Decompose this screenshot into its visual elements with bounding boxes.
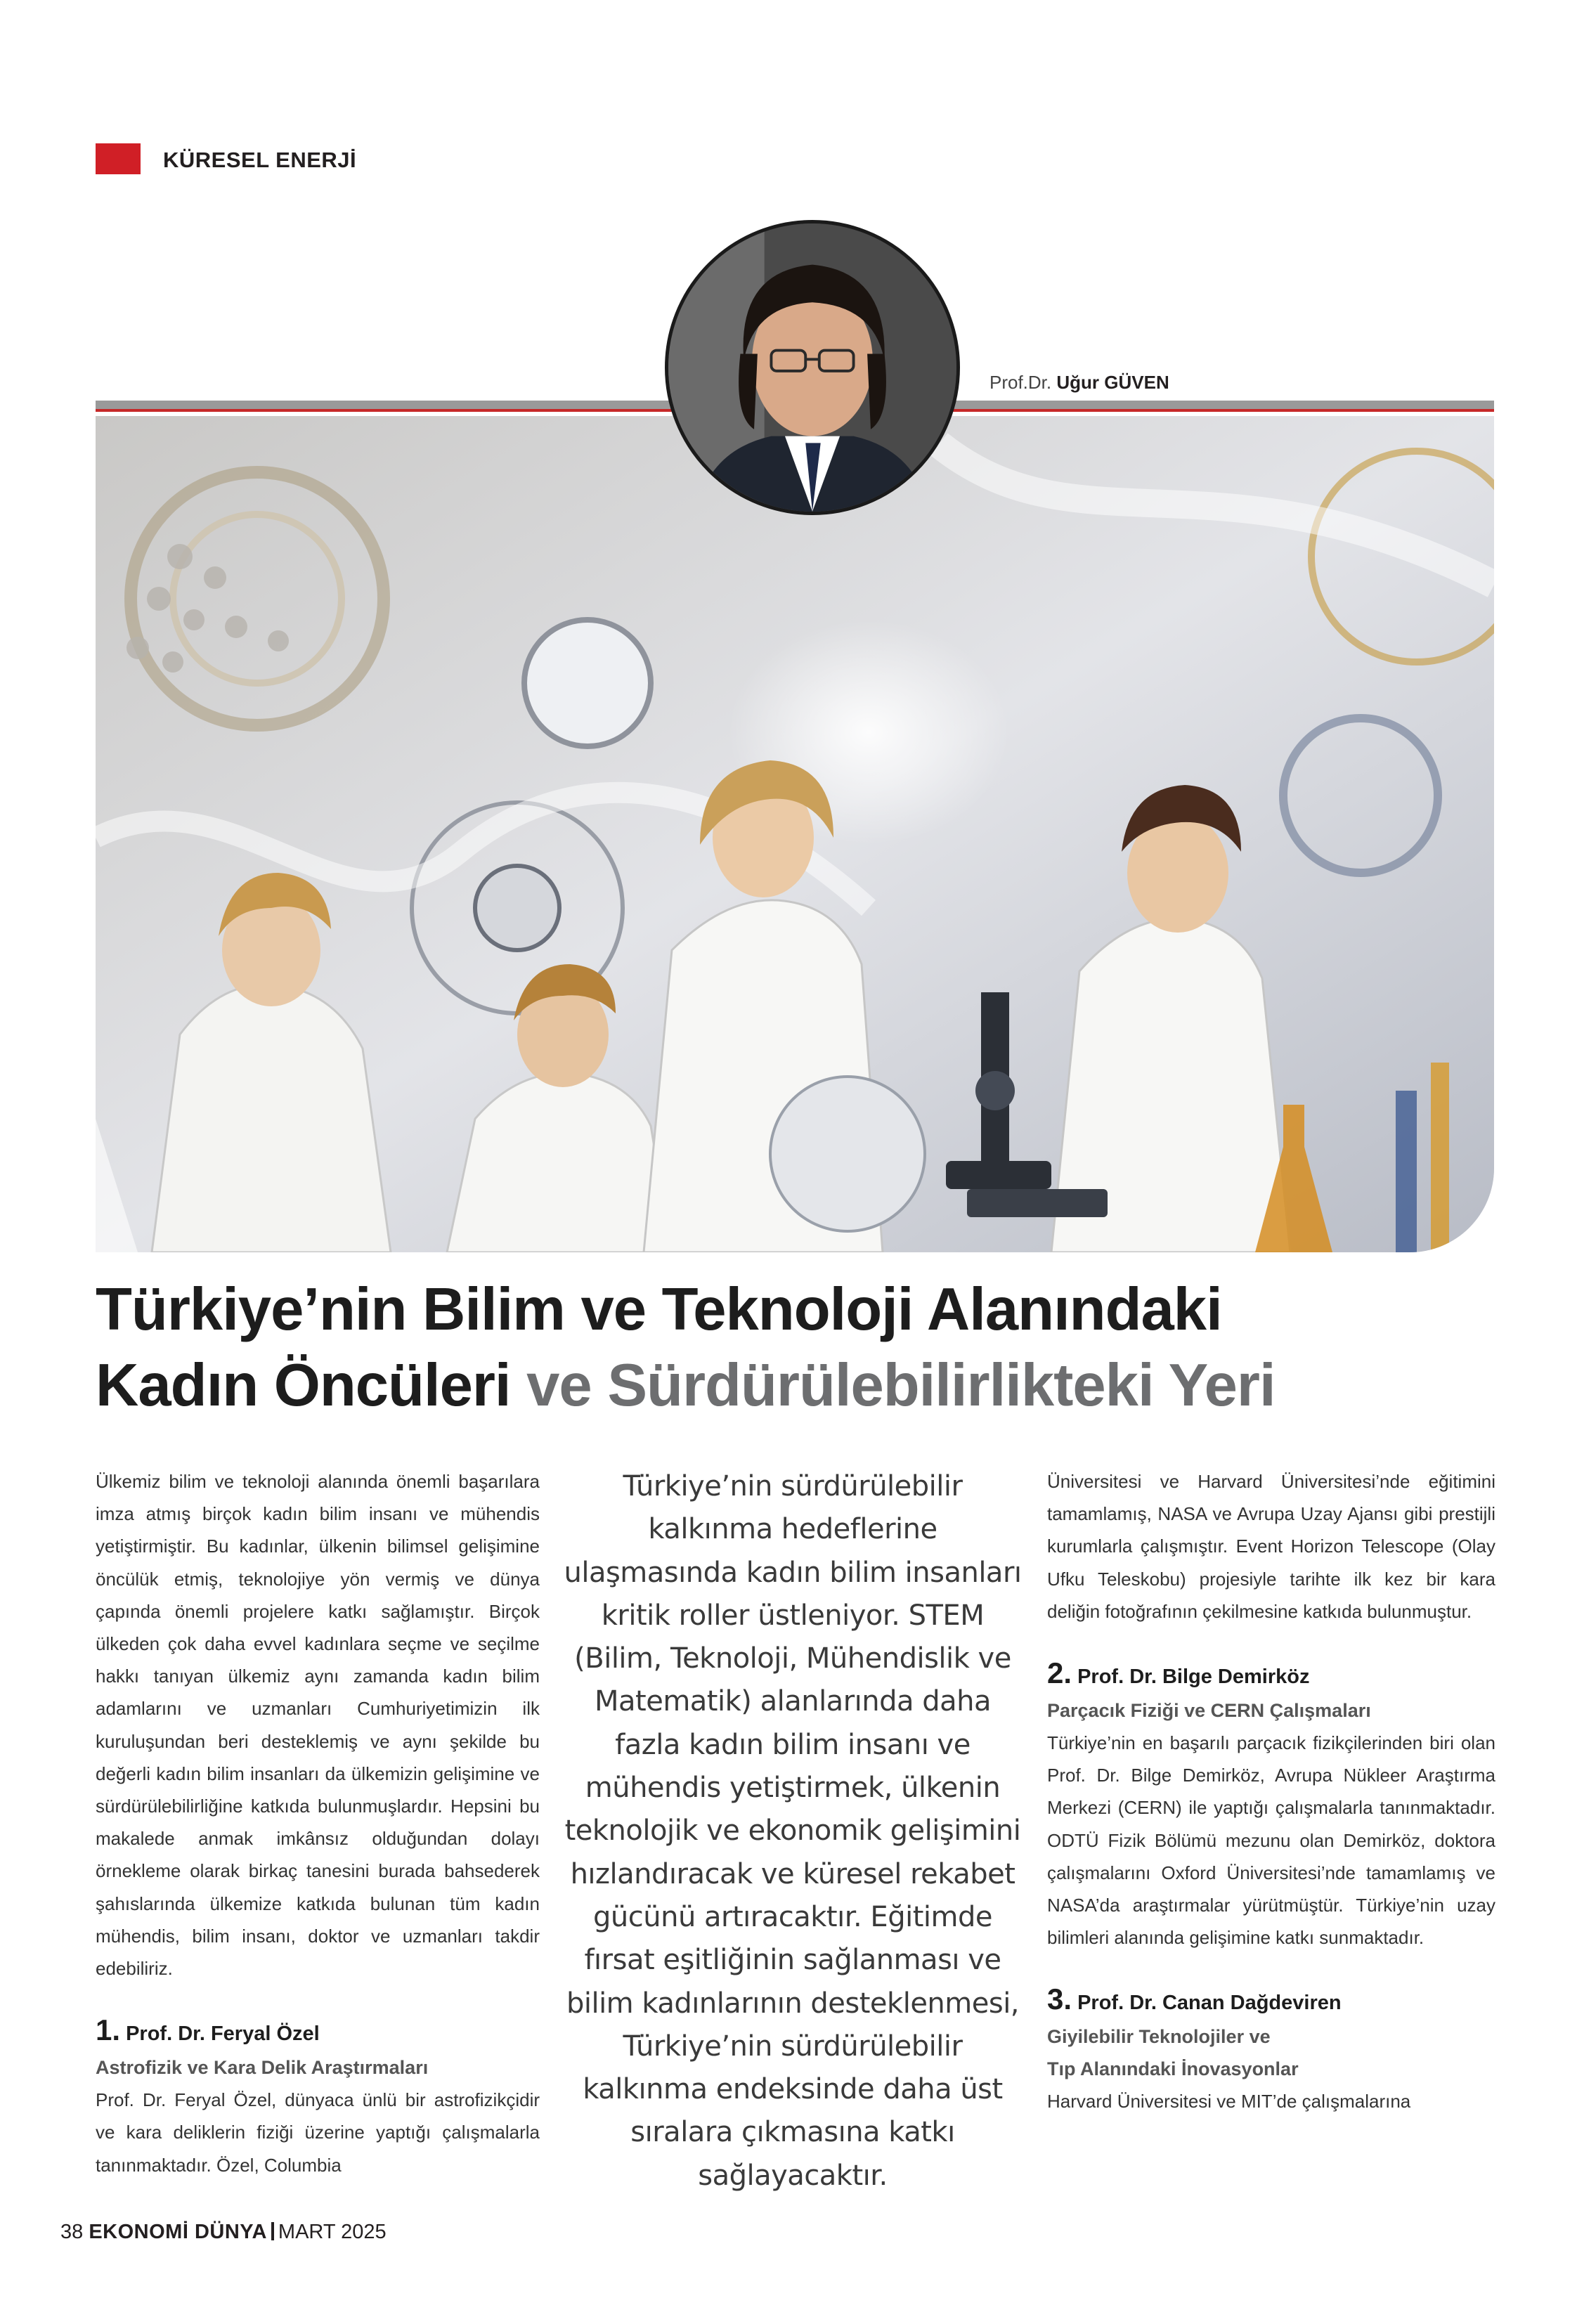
item-3-field-line1: Giyilebilir Teknolojiler ve <box>1047 2026 1271 2048</box>
column-right <box>1047 1465 1495 2118</box>
page-footer <box>60 2221 387 2244</box>
article-headline <box>96 1272 1501 1424</box>
item-1-field: Astrofizik ve Kara Delik Araştırmaları <box>96 2057 429 2079</box>
magazine-name: EKONOMİ DÜNYA <box>89 2221 267 2243</box>
page-number: 38 <box>60 2221 84 2243</box>
pull-quote: Türkiye’nin sürdürülebilir kalkınma hedeflerine ulaşmasında kadın bilim insanları kritik roller üstleniyor. STEM (Bilim, Teknoloji, Mühendislik ve Matematik) alanlarında daha fazla kadın bilim insanı ve mühendis yetiştirmek, ülkenin teknolojik ve ekonomik gelişimini hızlandıracak ve küresel rekabet gücünü artıracaktır. Eğitimde fırsat eşitliğinin sağlanması ve bilim kadınlarının desteklenmesi, Türkiye’nin sürdürülebilir kalkınma endeksinde daha üst sıralara çıkmasına katkı sağlayacaktır. <box>564 1470 1022 2192</box>
item-1-name: Prof. Dr. Feryal Özel <box>126 2023 320 2046</box>
footer-separator <box>271 2222 274 2240</box>
author-name: Uğur GÜVEN <box>1056 372 1169 393</box>
headline-line1: Türkiye’nin Bilim ve Teknoloji Alanındaki <box>96 1276 1222 1343</box>
author-prefix: Prof.Dr. <box>989 372 1052 393</box>
item-3-field-line2: Tıp Alanındaki İnovasyonlar <box>1047 2058 1299 2080</box>
item-2-text: Türkiye’nin en başarılı parçacık fizikçilerinden biri olan Prof. Dr. Bilge Demirköz, Avrupa Nükleer Araştırma Merkezi (CERN) ile yaptığı çalışmalarla tanınmaktadır. ODTÜ Fizik Bölümü mezunu olan Demirköz, doktora çalışmalarını Oxford Üniversitesi’nde tamamlamış ve NASA’da araştırmalar yürütmüştür. Türkiye’nin uzay bilimleri alanında gelişimine katkı sunmaktadır. <box>1047 1732 1495 1949</box>
item-3-text: Harvard Üniversitesi ve MIT’de çalışmalarına <box>1047 2091 1411 2112</box>
item-3-heading <box>1047 1982 1495 2020</box>
section-color-mark <box>96 143 141 174</box>
item-1-number: 1. <box>96 2013 121 2047</box>
intro-paragraph: Ülkemiz bilim ve teknoloji alanında önemli başarılara imza atmış birçok kadın bilim insanı ve mühendis yetiştirmiştir. Bu kadınlar, ülkenin bilimsel gelişimine öncülük etmiş, teknolojiye yön vermiş ve dünya çapında önemli projelere katkı sağlamıştır. Birçok ülkeden çok daha evvel kadınlara seçme ve seçilme hakkı tanıyan ülkemiz aynı zamanda kadın bilim adamlarını ve uzmanları Cumhuriyetimizin ilk kuruluşundan beri desteklemiş ve aynı şekilde bu değerli kadın bilim insanları da ülkemizin gelişimine ve sürdürülebilirliğine katkıda bulunmuşlardır. Hepsini bu makalede anmak imkânsız olduğundan dolayı örnekleme olarak birkaç tanesini burada bahsederek şahıslarında ülkemize katkıda bulunan tüm kadın mühendis, bilim insanı, doktor ve uzmanları takdir edebiliriz. <box>96 1471 540 1980</box>
hero-illustration <box>96 416 1494 1252</box>
item-1-text-continued: Üniversitesi ve Harvard Üniversitesi’nde eğitimini tamamlamış, NASA ve Avrupa Uzay Ajansı gibi prestijli kurumlarla çalışmıştır. Event Horizon Telescope (Olay Ufku Teleskobu) projesiyle tarihte ilk kez bir kara deliğin fotoğrafının çekilmesine katkıda bulunmuştur. <box>1047 1471 1495 1622</box>
item-2-heading <box>1047 1656 1495 1694</box>
headline-line2-dark: Kadın Öncüleri <box>96 1352 511 1419</box>
author-portrait <box>665 220 960 515</box>
item-1-text: Prof. Dr. Feryal Özel, dünyaca ünlü bir astrofizikçidir ve kara deliklerin fiziği üzerine yaptığı çalışmalarla tanınmaktadır. Özel, Columbia <box>96 2089 540 2176</box>
item-3-number: 3. <box>1047 1982 1072 2016</box>
item-2-field: Parçacık Fiziği ve CERN Çalışmaları <box>1047 1700 1371 1722</box>
item-1-heading <box>96 2013 540 2051</box>
item-2-name: Prof. Dr. Bilge Demirköz <box>1077 1666 1310 1689</box>
column-left <box>96 1465 540 2181</box>
item-3-name: Prof. Dr. Canan Dağdeviren <box>1077 1992 1342 2015</box>
issue-date: MART 2025 <box>278 2221 387 2243</box>
headline-line2-light: ve Sürdürülebilirlikteki Yeri <box>510 1352 1276 1419</box>
item-2-number: 2. <box>1047 1656 1072 1690</box>
author-byline <box>989 372 1169 394</box>
section-label: KÜRESEL ENERJİ <box>163 148 357 172</box>
